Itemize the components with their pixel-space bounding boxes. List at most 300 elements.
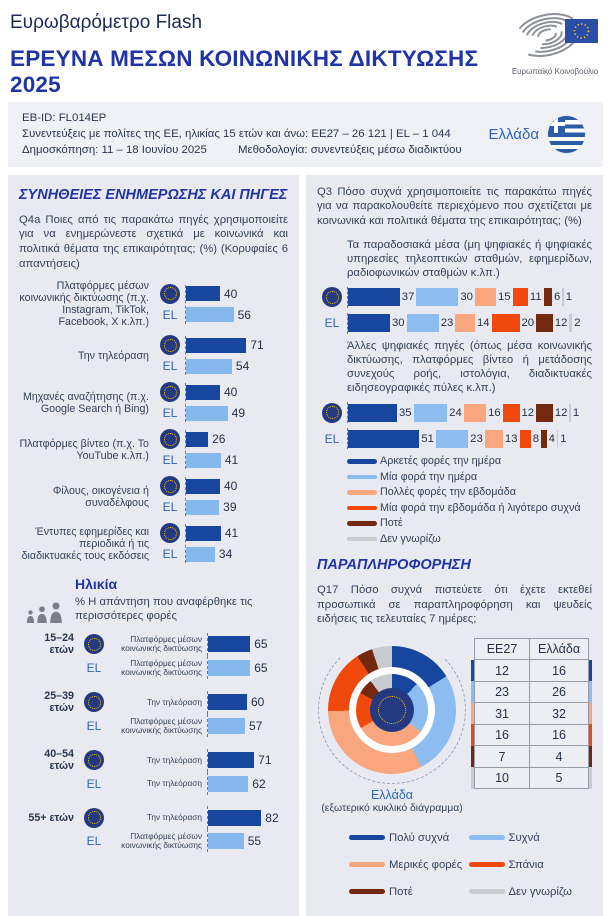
el-marker	[163, 357, 178, 375]
segment-value: 15	[497, 291, 511, 304]
bar-value: 40	[224, 286, 238, 301]
eu27-bar	[186, 338, 246, 353]
legend-item	[349, 886, 469, 898]
age-answer-label: Πλατφόρμες μέσων κοινωνικής δικτύωσης	[121, 830, 202, 850]
q4a-row	[19, 336, 288, 375]
q4a-row	[19, 524, 288, 563]
el-bar-line	[186, 451, 288, 469]
stack-segment	[536, 314, 553, 332]
eu-flag-icon	[160, 335, 180, 355]
eu27-marker	[79, 635, 109, 653]
legend-item	[347, 455, 592, 467]
q3-question: Q3 Πόσο συχνά χρησιμοποιείτε τις παρακάτω πηγές για να παρακολουθείτε περιεχόμενο που σχετίζεται με κοινωνικά και πολιτικά θέματα της επικαιρότητας; (%)	[317, 185, 592, 227]
donut-caption-country: Ελλάδα	[370, 787, 414, 802]
disinformation-donut-chart	[328, 646, 456, 774]
eu27-value: 12	[474, 660, 529, 682]
bar-value: 82	[265, 810, 279, 825]
bar-value: 71	[250, 338, 264, 353]
methodology: Μεθοδολογία: συνεντεύξεις μέσω διαδικτύου	[238, 144, 462, 157]
q3-eu27-row	[317, 287, 592, 308]
legend-label: Αρκετές φορές την ημέρα	[380, 455, 502, 468]
q4a-bar-pair	[185, 524, 288, 563]
eu27-value: 10	[474, 767, 529, 789]
stack-segment	[455, 314, 475, 332]
eu-bar-line	[186, 336, 288, 354]
age-chart	[19, 632, 288, 852]
el-label: EL	[86, 833, 102, 848]
segment-value: 30	[392, 317, 405, 330]
eu27-marker	[160, 383, 180, 401]
table-row	[471, 660, 592, 682]
segment-value: 1	[572, 406, 580, 419]
age-barbox	[207, 829, 288, 852]
el-bar	[186, 500, 219, 515]
eu-bar-line	[186, 524, 288, 542]
age-eu27-row	[19, 690, 288, 714]
segment-value: 14	[476, 317, 490, 330]
el-marker	[79, 659, 109, 677]
age-group-block	[19, 690, 288, 737]
age-eu27-row	[19, 632, 288, 656]
eu27-bar	[208, 636, 250, 652]
eu27-marker	[79, 751, 109, 769]
eu27-value: 31	[474, 703, 529, 725]
greece-flag-icon	[548, 116, 585, 153]
age-answer-label: Πλατφόρμες μέσων κοινωνικής δικτύωσης	[121, 634, 202, 654]
stacked-bar	[347, 428, 592, 449]
stack-segment	[348, 404, 397, 422]
q4a-bar-pair	[185, 430, 288, 469]
age-barbox	[207, 656, 288, 679]
el-bar	[208, 660, 250, 676]
row-color-marker-right	[589, 746, 593, 768]
stack-segment	[348, 314, 390, 332]
q17-legend	[349, 832, 588, 898]
legend-item	[347, 471, 592, 483]
legend-item	[347, 517, 592, 529]
stack-segment	[562, 288, 563, 306]
stack-segment	[569, 404, 570, 422]
stack-segment	[475, 288, 496, 306]
el-marker	[163, 498, 178, 516]
eu27-marker	[160, 524, 180, 542]
eurobarometer-eyebrow: Ευρωβαρόμετρο Flash	[10, 12, 203, 33]
eu-flag-icon	[565, 19, 598, 43]
age-answer-label: Την τηλεόραση	[146, 812, 202, 823]
legend-swatch	[349, 889, 385, 894]
segment-value: 1	[560, 432, 567, 445]
el-label: EL	[162, 500, 178, 515]
q4a-row	[19, 383, 288, 422]
q3-stacked-charts	[317, 238, 592, 450]
segment-value: 13	[504, 432, 518, 445]
legend-label: Πολύ συχνά	[389, 831, 450, 844]
eu27-bar	[186, 286, 220, 301]
age-title: Ηλικία	[75, 576, 118, 593]
section-title-news-habits: ΣΥΝΗΘΕΙΕΣ ΕΝΗΜΕΡΩΣΗΣ ΚΑΙ ΠΗΓΕΣ	[19, 186, 288, 203]
el-bar	[186, 547, 215, 562]
age-group-block	[19, 632, 288, 679]
q3-el-row	[317, 428, 592, 449]
el-bar-line	[186, 357, 288, 375]
eu-bar-line	[186, 430, 288, 448]
el-bar-line	[186, 545, 288, 563]
greece-value: 4	[530, 746, 589, 768]
q3-legend	[347, 455, 592, 545]
header	[8, 5, 603, 100]
news-habits-panel	[8, 175, 299, 916]
fieldwork-dates: Δημοσκόπηση: 11 – 18 Ιουνίου 2025	[22, 144, 207, 157]
segment-value: 8	[532, 432, 539, 445]
el-marker	[325, 314, 340, 332]
age-answer-label: Πλατφόρμες μέσων κοινωνικής δικτύωσης	[121, 657, 202, 677]
stack-segment	[492, 314, 520, 332]
legend-label: Συχνά	[508, 831, 540, 844]
survey-info-bar	[8, 102, 603, 167]
segment-value: 20	[521, 317, 535, 330]
stack-segment	[569, 314, 572, 332]
table-header-row	[471, 638, 592, 660]
segment-value: 12	[554, 317, 568, 330]
eu-bar-line	[186, 383, 288, 401]
stack-segment	[407, 314, 439, 332]
who-column	[317, 314, 347, 332]
page-title: ΕΡΕΥΝΑ ΜΕΣΩΝ ΚΟΙΝΩΝΙΚΗΣ ΔΙΚΤΥΩΣΗΣ 2025	[10, 46, 479, 97]
stack-segment	[503, 404, 520, 422]
el-label: EL	[162, 453, 178, 468]
european-parliament-logo	[509, 9, 601, 76]
age-group-label: 55+ ετών	[28, 811, 74, 824]
legend-item	[349, 832, 469, 844]
greece-value: 32	[530, 703, 589, 725]
q4a-category-label: Φίλους, οικογένεια ή συναδέλφους	[52, 484, 149, 509]
sample-info: Συνεντεύξεις με πολίτες της ΕΕ, ηλικίας 15 ετών και άνω: ΕΕ27 – 26 121 | EL – 1 044	[22, 128, 451, 141]
eu27-value: 16	[474, 724, 529, 746]
age-el-row	[19, 772, 288, 795]
legend-label: Μερικές φορές	[389, 858, 463, 871]
stack-segment	[464, 404, 486, 422]
legend-label: Ποτέ	[380, 517, 403, 530]
eu-flag-icon	[84, 634, 104, 654]
q4a-question: Q4a Ποιες από τις παρακάτω πηγές χρησιμοποιείτε για να ενημερώνεστε σχετικά με κοινωνικά και πολιτικά θέματα της επικαιρότητας; (%) (Κορυφαίες 6 απαντήσεις)	[19, 213, 288, 270]
q4a-category-label: Πλατφόρμες βίντεο (π.χ. Το YouTube κ.λπ.)	[19, 437, 149, 462]
el-marker	[163, 545, 178, 563]
greece-value: 5	[530, 767, 589, 789]
ep-logo-caption: Ευρωπαϊκό Κοινοβούλιο	[511, 67, 599, 76]
stacked-bar	[347, 313, 592, 334]
bar-value: 56	[237, 307, 251, 322]
el-marker	[163, 404, 178, 422]
bar-value: 41	[224, 453, 239, 468]
bar-value: 55	[247, 833, 262, 848]
stack-segment	[416, 288, 458, 306]
eu27-bar	[208, 810, 261, 826]
legend-swatch	[347, 490, 377, 495]
table-row	[471, 703, 592, 725]
legend-label: Πολλές φορές την εβδομάδα	[380, 486, 516, 499]
stacked-bar	[347, 402, 592, 423]
legend-swatch	[469, 835, 505, 840]
el-bar-line	[186, 404, 288, 422]
age-group-label: 40–54 ετών	[44, 748, 74, 773]
age-group-block	[19, 748, 288, 795]
q3-eu27-row	[317, 402, 592, 423]
eu27-marker	[79, 809, 109, 827]
legend-item	[347, 502, 592, 514]
el-bar	[208, 718, 245, 734]
segment-value: 37	[401, 291, 415, 304]
el-label: EL	[162, 359, 178, 374]
bar-value: 57	[249, 718, 263, 733]
header-titles	[10, 9, 509, 98]
stack-segment	[557, 430, 558, 448]
row-color-marker-right	[589, 681, 593, 703]
bar-value: 34	[218, 547, 233, 562]
legend-swatch	[347, 506, 377, 511]
eu27-bar	[186, 432, 208, 447]
legend-swatch	[349, 835, 385, 840]
eu27-bar	[208, 694, 247, 710]
age-answer-label: Την τηλεόραση	[146, 754, 202, 765]
age-el-row	[19, 714, 288, 737]
age-answer-label: Πλατφόρμες μέσων κοινωνικής δικτύωσης	[121, 715, 202, 735]
table-header-eu27: EE27	[474, 638, 529, 660]
row-color-marker-right	[589, 660, 593, 682]
content-columns	[8, 175, 603, 916]
age-el-row	[19, 656, 288, 679]
who-column	[155, 285, 185, 324]
age-barbox	[207, 806, 288, 829]
segment-value: 2	[574, 317, 581, 330]
who-column	[317, 288, 347, 306]
el-label: EL	[86, 718, 102, 733]
who-column	[155, 430, 185, 469]
people-icon	[21, 576, 67, 623]
segment-value: 4	[548, 432, 555, 445]
row-color-marker-right	[589, 724, 593, 746]
age-answer-label: Την τηλεόραση	[146, 778, 202, 789]
segment-value: 35	[399, 406, 412, 419]
legend-item	[469, 859, 589, 871]
segment-value: 16	[488, 406, 501, 419]
row-color-marker-right	[589, 703, 593, 725]
age-group-block	[19, 806, 288, 852]
el-bar	[208, 776, 248, 792]
stack-segment	[348, 430, 419, 448]
greece-value: 16	[530, 660, 589, 682]
el-label: EL	[162, 406, 178, 421]
eu-flag-icon	[160, 284, 180, 304]
segment-value: 11	[529, 291, 542, 304]
age-answer-label: Την τηλεόραση	[146, 696, 202, 707]
segment-value: 12	[554, 406, 568, 419]
el-bar	[208, 833, 244, 849]
age-eu27-row	[19, 748, 288, 772]
age-header	[21, 576, 288, 623]
segment-value: 24	[449, 406, 462, 419]
bar-value: 62	[252, 776, 266, 791]
el-label: EL	[162, 547, 178, 562]
el-marker	[79, 717, 109, 735]
disinformation-visuals	[317, 636, 592, 814]
disinformation-table-wrap	[471, 636, 592, 814]
q4a-row	[19, 430, 288, 469]
eu-flag-icon	[84, 808, 104, 828]
eu27-value: 7	[474, 746, 529, 768]
donut-caption-note: (εξωτερικό κυκλικό διάγραμμα)	[321, 802, 463, 814]
el-bar	[186, 453, 221, 468]
legend-item	[347, 533, 592, 545]
stack-segment	[485, 430, 503, 448]
eb-id: EB-ID: FL014EP	[22, 112, 107, 124]
q3-el-row	[317, 313, 592, 334]
stacked-bar	[347, 287, 592, 308]
stack-segment	[544, 288, 552, 306]
stack-segment	[348, 288, 400, 306]
el-marker	[163, 306, 178, 324]
table-row	[471, 681, 592, 703]
bar-value: 40	[224, 479, 238, 494]
bar-value: 26	[212, 432, 226, 447]
legend-label: Δεν γνωρίζω	[380, 532, 441, 545]
segment-value: 12	[521, 406, 535, 419]
donut-caption	[317, 788, 467, 814]
eu27-marker	[160, 477, 180, 495]
table-body	[471, 660, 592, 789]
legend-item	[347, 486, 592, 498]
greece-value: 26	[530, 681, 589, 703]
frequency-panel	[306, 175, 603, 916]
eu-flag-icon	[84, 692, 104, 712]
legend-item	[469, 886, 589, 898]
el-marker	[163, 451, 178, 469]
stack-segment	[536, 404, 553, 422]
bar-value: 39	[223, 500, 237, 515]
el-bar	[186, 307, 234, 322]
who-column	[155, 336, 185, 375]
legend-label: Μία φορά την ημέρα	[380, 470, 478, 483]
legend-label: Μία φορά την εβδομάδα ή λιγότερο συχνά	[380, 501, 581, 514]
disinformation-table	[471, 638, 592, 790]
age-el-row	[19, 829, 288, 852]
q4a-chart	[19, 280, 288, 563]
eu27-marker	[160, 285, 180, 303]
eu-bar-line	[186, 285, 288, 303]
eu27-bar	[208, 752, 254, 768]
eu27-marker	[160, 430, 180, 448]
greece-value: 16	[530, 724, 589, 746]
who-column	[317, 404, 347, 422]
legend-swatch	[347, 521, 377, 526]
el-marker	[325, 430, 340, 448]
segment-value: 1	[565, 291, 573, 304]
legend-label: Δεν γνωρίζω	[508, 885, 572, 898]
table-row	[471, 746, 592, 768]
el-bar-line	[186, 498, 288, 516]
bar-value: 65	[254, 660, 268, 675]
legend-swatch	[349, 862, 385, 867]
donut-column	[317, 636, 467, 814]
q3-block-label: Άλλες ψηφιακές πηγές (όπως μέσα κοινωνικής δικτύωσης, πλατφόρμες βίντεο ή μετάδοσης συνεχούς ροής, ιστολόγια, διαδικτυακές ειδησεογραφικές πύλες κ.λπ.)	[347, 339, 592, 395]
ep-hemicycle-icon	[509, 9, 601, 61]
el-label: EL	[86, 660, 102, 675]
el-bar-line	[186, 306, 288, 324]
segment-value: 23	[440, 317, 454, 330]
stack-segment	[520, 430, 531, 448]
section-title-disinformation: ΠΑΡΑΠΛΗΡΟΦΟΡΗΣΗ	[317, 556, 471, 573]
eu27-marker	[322, 288, 342, 306]
eu-flag-icon	[160, 476, 180, 496]
country-name: Ελλάδα	[488, 125, 539, 143]
eu-flag-icon	[160, 523, 180, 543]
age-barbox	[207, 714, 288, 737]
legend-label: Σπάνια	[508, 858, 544, 871]
table-row	[471, 767, 592, 789]
q4a-row	[19, 477, 288, 516]
eu-bar-line	[186, 477, 288, 495]
eu27-bar	[186, 479, 220, 494]
q17-question: Q17 Πόσο συχνά πιστεύετε ότι έχετε εκτεθεί προσωπικά σε παραπληροφόρηση και ψευδείς ειδήσεις τις τελευταίες 7 ημέρες;	[317, 583, 592, 626]
q4a-bar-pair	[185, 336, 288, 375]
bar-value: 71	[258, 753, 272, 768]
age-subtitle: % Η απάντηση που αναφέρθηκε τις περισσότερες φορές	[75, 596, 253, 623]
stack-segment	[414, 404, 448, 422]
eu27-marker	[322, 404, 342, 422]
stack-segment	[541, 430, 547, 448]
stack-segment	[513, 288, 528, 306]
age-barbox	[207, 633, 288, 656]
eu27-value: 23	[474, 681, 529, 703]
bar-value: 65	[254, 637, 268, 652]
q4a-bar-pair	[185, 383, 288, 422]
survey-info-lines	[22, 110, 462, 159]
legend-item	[349, 859, 469, 871]
age-group-label: 25–39 ετών	[44, 690, 74, 715]
table-header-greece: Ελλάδα	[530, 638, 589, 660]
segment-value: 51	[421, 432, 434, 445]
eu-flag-icon	[160, 429, 180, 449]
bar-value: 49	[231, 406, 245, 421]
eu27-marker	[160, 336, 180, 354]
bar-value: 60	[251, 695, 265, 710]
legend-swatch	[469, 862, 505, 867]
stack-segment	[436, 430, 468, 448]
q4a-bar-pair	[185, 477, 288, 516]
q4a-category-label: Έντυπες εφημερίδες και περιοδικά ή τις διαδικτυακές τους εκδόσεις	[21, 525, 149, 562]
fieldwork-methodology	[22, 142, 462, 158]
eu-flag-icon	[322, 287, 342, 307]
table-row	[471, 724, 592, 746]
eu-flag-icon	[160, 382, 180, 402]
bar-value: 40	[224, 385, 238, 400]
legend-label: Ποτέ	[389, 885, 413, 898]
who-column	[155, 477, 185, 516]
q4a-row	[19, 280, 288, 328]
legend-swatch	[347, 459, 377, 464]
bar-value: 41	[224, 526, 239, 541]
who-column	[317, 430, 347, 448]
eu-flag-icon	[84, 750, 104, 770]
q4a-bar-pair	[185, 285, 288, 324]
age-barbox	[207, 749, 288, 772]
q3-block-label: Τα παραδοσιακά μέσα (μη ψηφιακές ή ψηφιακές υπηρεσίες τηλεοπτικών σταθμών, εφημερίδων, ραδιοφωνικών σταθμών κ.λπ.)	[347, 238, 592, 279]
row-color-marker-right	[589, 767, 593, 789]
eu-flag-icon	[370, 688, 414, 732]
who-column	[155, 383, 185, 422]
el-bar	[186, 406, 228, 421]
el-label: EL	[162, 307, 178, 322]
age-barbox	[207, 691, 288, 714]
